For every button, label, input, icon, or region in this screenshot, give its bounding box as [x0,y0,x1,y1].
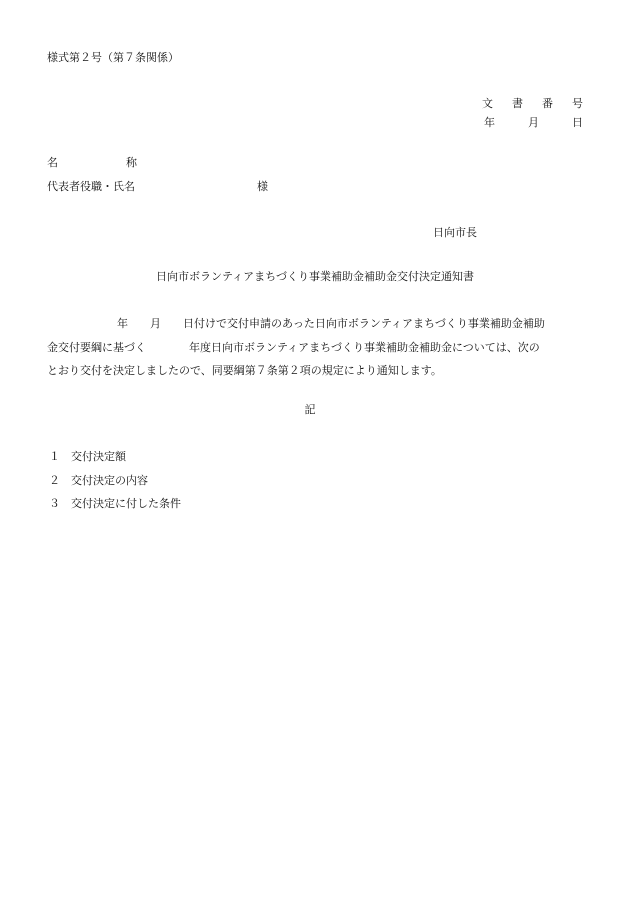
list-item [49,469,181,493]
sender-name: 日向市長 [433,226,477,239]
ki-heading: 記 [304,403,316,416]
body-line-1 [47,312,587,336]
list-item [49,492,181,516]
representative-label: 代表者役職・氏名 [47,180,135,193]
body-line-3: とおり交付を決定しましたので、同要綱第７条第２項の規定により通知します。 [47,364,442,377]
item-label: 交付決定に付した条件 [71,497,181,510]
form-number: 様式第２号（第７条関係） [47,51,179,64]
document-number-char: 書 [512,97,523,110]
document-number-char: 文 [482,97,493,110]
document-title: 日向市ボランティアまちづくり事業補助金補助金交付決定通知書 [155,270,474,283]
item-list [49,445,181,516]
document-number-char: 番 [542,97,553,110]
list-item [49,445,181,469]
issue-date [463,116,583,130]
item-label: 交付決定額 [71,450,126,463]
name-label-char: 称 [126,156,137,169]
document-number-char: 号 [572,97,583,110]
item-number: ２ [49,473,60,487]
document-number-label [463,97,583,111]
body-paragraph [47,312,587,383]
body-month-label: 月 [150,317,161,330]
body-text: 日付けで交付申請のあった日向市ボランティアまちづくり事業補助金補助 [183,317,545,330]
recipient-name-label [47,156,137,170]
date-month-label: 月 [528,116,539,129]
name-label-char: 名 [47,156,58,169]
body-year-label: 年 [117,317,128,330]
item-label: 交付決定の内容 [71,473,148,487]
date-year-label: 年 [484,116,495,129]
body-line-2 [47,336,587,360]
item-number: ３ [49,497,60,510]
honorific: 様 [257,180,268,193]
item-number: １ [49,450,60,463]
body-text: 年度日向市ボランティアまちづくり事業補助金補助金については、次の [189,340,540,354]
date-day-label: 日 [572,116,583,129]
body-text: 金交付要綱に基づく [47,340,146,354]
